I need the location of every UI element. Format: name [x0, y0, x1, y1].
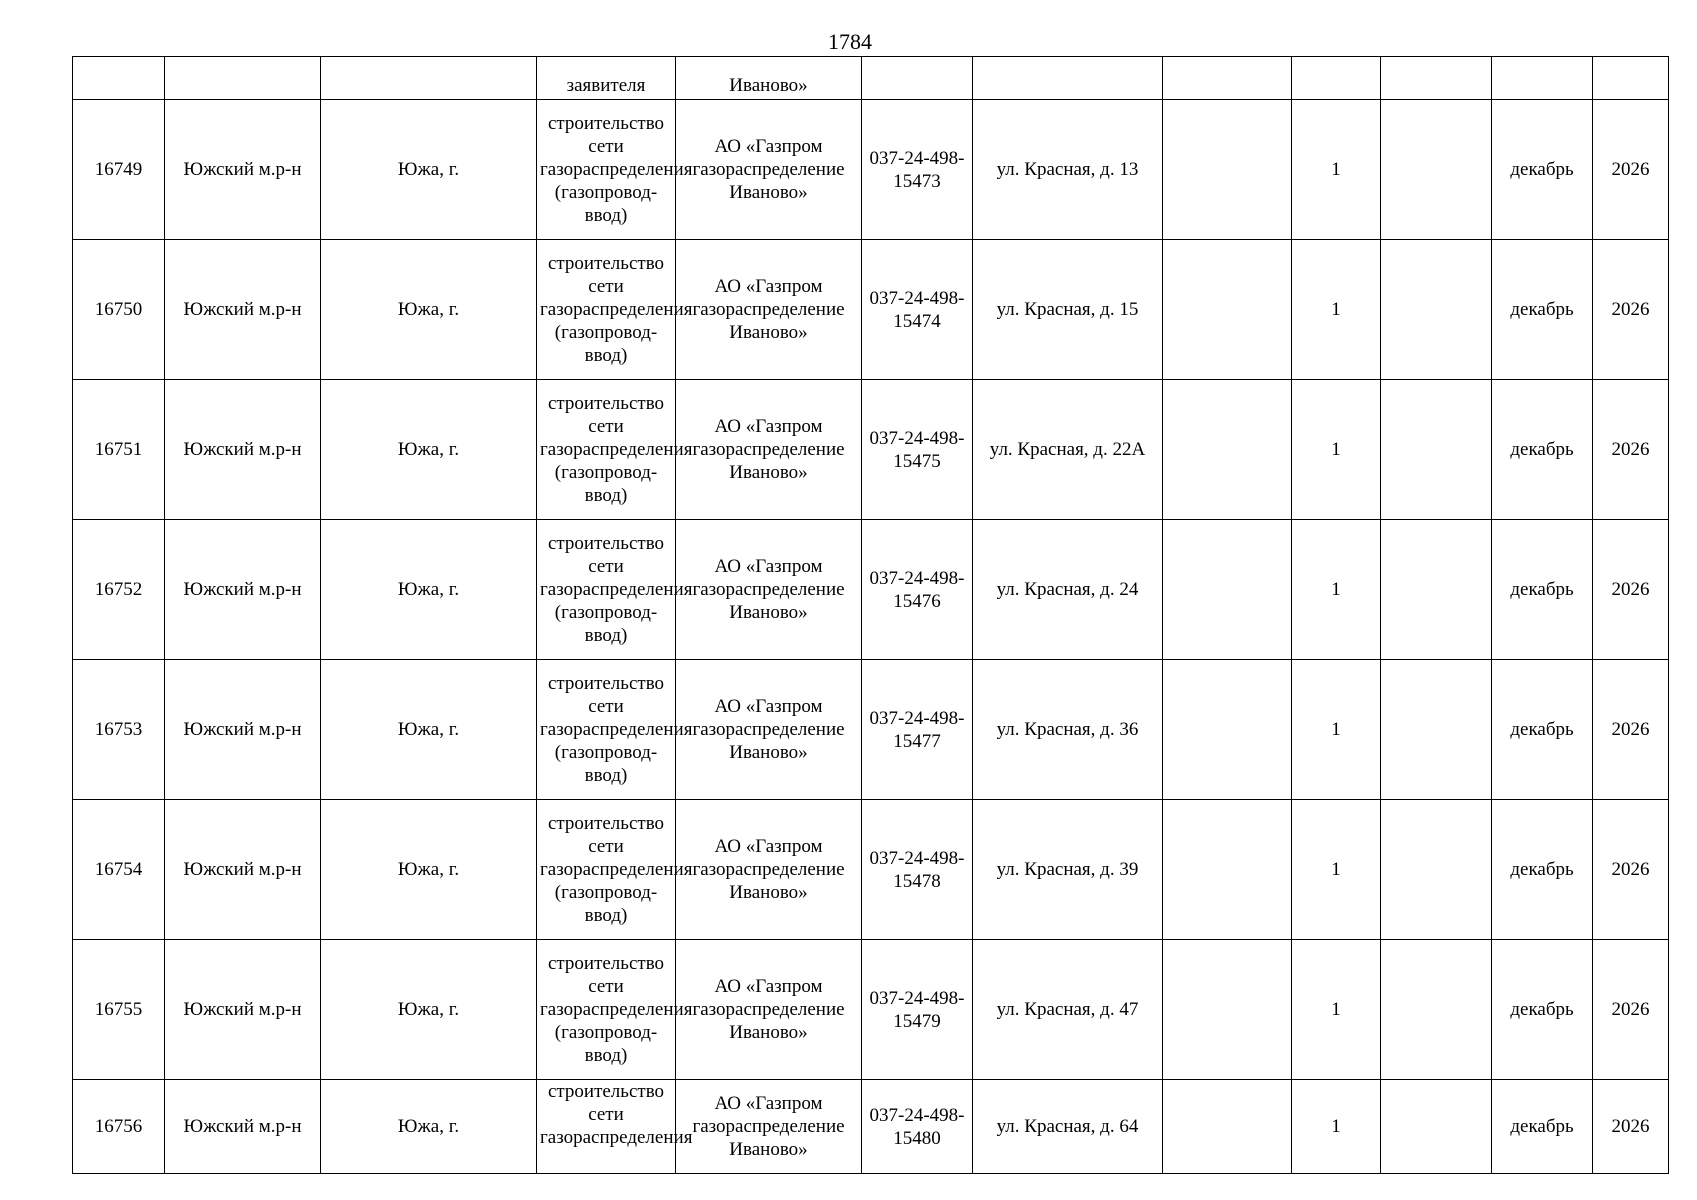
year-cell: 2026 [1593, 800, 1669, 940]
blank-cell [1381, 1080, 1492, 1174]
extra-cell [1163, 57, 1292, 100]
address-cell: ул. Красная, д. 22А [973, 380, 1163, 520]
month-cell: декабрь [1492, 100, 1593, 240]
year-cell: 2026 [1593, 1080, 1669, 1174]
table-row [73, 1080, 1669, 1174]
id-cell: 16752 [73, 520, 165, 660]
address-cell: ул. Красная, д. 15 [973, 240, 1163, 380]
locality-cell: Южа, г. [321, 940, 537, 1080]
district-cell: Южский м.р-н [165, 100, 321, 240]
organization-cell: АО «Газпром газораспределение Иваново» [676, 520, 862, 660]
work-type-cell: строительство сети газораспределения (газопровод-ввод) [537, 800, 676, 940]
table-row [73, 240, 1669, 380]
month-cell [1492, 57, 1593, 100]
blank-cell [1381, 660, 1492, 800]
quantity-cell: 1 [1292, 380, 1381, 520]
blank-cell [1381, 100, 1492, 240]
work-type-cell: строительство сети газораспределения (газопровод-ввод) [537, 380, 676, 520]
district-cell: Южский м.р-н [165, 800, 321, 940]
locality-cell: Южа, г. [321, 660, 537, 800]
address-cell: ул. Красная, д. 47 [973, 940, 1163, 1080]
year-cell: 2026 [1593, 520, 1669, 660]
work-type-cell: строительство сети газораспределения (газопровод-ввод) [537, 240, 676, 380]
locality-cell: Южа, г. [321, 800, 537, 940]
blank-cell [1381, 57, 1492, 100]
locality-cell: Южа, г. [321, 100, 537, 240]
quantity-cell: 1 [1292, 520, 1381, 660]
month-cell: декабрь [1492, 520, 1593, 660]
id-cell: 16755 [73, 940, 165, 1080]
code-cell: 037-24-498-15473 [862, 100, 973, 240]
id-cell: 16756 [73, 1080, 165, 1174]
table-row [73, 800, 1669, 940]
code-cell [862, 57, 973, 100]
organization-cell: АО «Газпром газораспределение Иваново» [676, 100, 862, 240]
quantity-cell: 1 [1292, 240, 1381, 380]
extra-cell [1163, 380, 1292, 520]
code-cell: 037-24-498-15478 [862, 800, 973, 940]
extra-cell [1163, 800, 1292, 940]
continued-row [73, 57, 1669, 100]
quantity-cell: 1 [1292, 1080, 1381, 1174]
address-cell: ул. Красная, д. 24 [973, 520, 1163, 660]
table-row [73, 380, 1669, 520]
district-cell: Южский м.р-н [165, 660, 321, 800]
year-cell: 2026 [1593, 940, 1669, 1080]
work-type-cell: строительство сети газораспределения (газопровод-ввод) [537, 940, 676, 1080]
month-cell: декабрь [1492, 940, 1593, 1080]
extra-cell [1163, 240, 1292, 380]
month-cell: декабрь [1492, 800, 1593, 940]
id-cell: 16749 [73, 100, 165, 240]
extra-cell [1163, 660, 1292, 800]
work-type-cell: строительство сети газораспределения (газопровод-ввод) [537, 100, 676, 240]
blank-cell [1381, 240, 1492, 380]
year-cell [1593, 57, 1669, 100]
locality-cell: Южа, г. [321, 1080, 537, 1174]
year-cell: 2026 [1593, 240, 1669, 380]
blank-cell [1381, 520, 1492, 660]
table-row [73, 940, 1669, 1080]
address-cell [973, 57, 1163, 100]
organization-cell: АО «Газпром газораспределение Иваново» [676, 1080, 862, 1174]
organization-cell: АО «Газпром газораспределение Иваново» [676, 940, 862, 1080]
locality-cell: Южа, г. [321, 240, 537, 380]
blank-cell [1381, 800, 1492, 940]
code-cell: 037-24-498-15474 [862, 240, 973, 380]
work-type-cell: строительство сети газораспределения [537, 1080, 676, 1174]
quantity-cell: 1 [1292, 940, 1381, 1080]
district-cell: Южский м.р-н [165, 380, 321, 520]
organization-cell: АО «Газпром газораспределение Иваново» [676, 380, 862, 520]
register-table [72, 56, 1669, 1174]
address-cell: ул. Красная, д. 64 [973, 1080, 1163, 1174]
month-cell: декабрь [1492, 240, 1593, 380]
page-number: 1784 [828, 29, 872, 54]
code-cell: 037-24-498-15480 [862, 1080, 973, 1174]
code-cell: 037-24-498-15476 [862, 520, 973, 660]
district-cell: Южский м.р-н [165, 1080, 321, 1174]
address-cell: ул. Красная, д. 13 [973, 100, 1163, 240]
year-cell: 2026 [1593, 380, 1669, 520]
table-row [73, 100, 1669, 240]
address-cell: ул. Красная, д. 39 [973, 800, 1163, 940]
blank-cell [1381, 940, 1492, 1080]
code-cell: 037-24-498-15479 [862, 940, 973, 1080]
organization-cell: АО «Газпром газораспределение Иваново» [676, 660, 862, 800]
id-cell: 16751 [73, 380, 165, 520]
id-cell: 16750 [73, 240, 165, 380]
year-cell: 2026 [1593, 660, 1669, 800]
code-cell: 037-24-498-15477 [862, 660, 973, 800]
organization-cell: Иваново» [676, 57, 862, 100]
quantity-cell: 1 [1292, 100, 1381, 240]
quantity-cell: 1 [1292, 660, 1381, 800]
extra-cell [1163, 1080, 1292, 1174]
month-cell: декабрь [1492, 380, 1593, 520]
month-cell: декабрь [1492, 1080, 1593, 1174]
organization-cell: АО «Газпром газораспределение Иваново» [676, 800, 862, 940]
quantity-cell [1292, 57, 1381, 100]
address-cell: ул. Красная, д. 36 [973, 660, 1163, 800]
work-type-cell: заявителя [537, 57, 676, 100]
district-cell [165, 57, 321, 100]
table-row [73, 660, 1669, 800]
blank-cell [1381, 380, 1492, 520]
month-cell: декабрь [1492, 660, 1593, 800]
locality-cell: Южа, г. [321, 380, 537, 520]
work-type-cell: строительство сети газораспределения (газопровод-ввод) [537, 660, 676, 800]
year-cell: 2026 [1593, 100, 1669, 240]
district-cell: Южский м.р-н [165, 240, 321, 380]
district-cell: Южский м.р-н [165, 940, 321, 1080]
table-row [73, 520, 1669, 660]
extra-cell [1163, 100, 1292, 240]
id-cell: 16753 [73, 660, 165, 800]
extra-cell [1163, 940, 1292, 1080]
id-cell: 16754 [73, 800, 165, 940]
locality-cell: Южа, г. [321, 520, 537, 660]
district-cell: Южский м.р-н [165, 520, 321, 660]
extra-cell [1163, 520, 1292, 660]
id-cell [73, 57, 165, 100]
work-type-cell: строительство сети газораспределения (газопровод-ввод) [537, 520, 676, 660]
organization-cell: АО «Газпром газораспределение Иваново» [676, 240, 862, 380]
locality-cell [321, 57, 537, 100]
code-cell: 037-24-498-15475 [862, 380, 973, 520]
quantity-cell: 1 [1292, 800, 1381, 940]
